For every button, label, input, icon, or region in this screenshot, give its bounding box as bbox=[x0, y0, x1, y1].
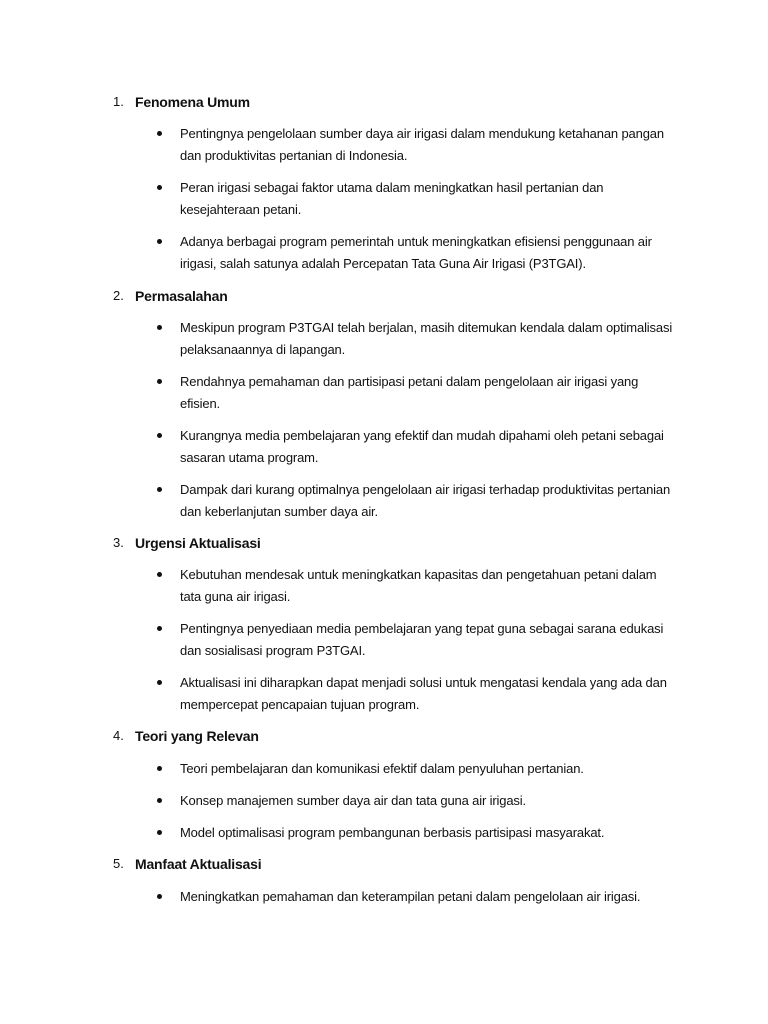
section-number: 3. bbox=[113, 535, 124, 550]
section-title: Fenomena Umum bbox=[135, 94, 250, 110]
section-number: 5. bbox=[113, 856, 124, 871]
bullet-icon bbox=[157, 433, 162, 438]
list-item-text: Model optimalisasi program pembangunan berbasis partisipasi masyarakat. bbox=[180, 825, 605, 840]
section-number: 2. bbox=[113, 288, 124, 303]
bullet-icon bbox=[157, 239, 162, 244]
list-item-text: Pentingnya pengelolaan sumber daya air irigasi dalam mendukung ketahanan pangan dan produktivitas pertanian di Indonesia. bbox=[180, 126, 664, 163]
list-item-text: Pentingnya penyediaan media pembelajaran yang tepat guna sebagai sarana edukasi dan sosialisasi program P3TGAI. bbox=[180, 621, 664, 658]
list-item-text: Aktualisasi ini diharapkan dapat menjadi solusi untuk mengatasi kendala yang ada dan mempercepat pencapaian tujuan program. bbox=[180, 675, 667, 712]
bullet-icon bbox=[157, 894, 162, 899]
list-item-text: Kebutuhan mendesak untuk meningkatkan kapasitas dan pengetahuan petani dalam tata guna air irigasi. bbox=[180, 567, 657, 604]
list-item-text: Rendahnya pemahaman dan partisipasi petani dalam pengelolaan air irigasi yang efisien. bbox=[180, 374, 639, 411]
list-item-text: Teori pembelajaran dan komunikasi efektif dalam penyuluhan pertanian. bbox=[180, 761, 584, 776]
bullet-icon bbox=[157, 798, 162, 803]
section-number: 1. bbox=[113, 94, 124, 109]
bullet-icon bbox=[157, 185, 162, 190]
section-number: 4. bbox=[113, 728, 124, 743]
bullet-icon bbox=[157, 830, 162, 835]
bullet-icon bbox=[157, 487, 162, 492]
section-title: Urgensi Aktualisasi bbox=[135, 535, 261, 551]
section-title: Manfaat Aktualisasi bbox=[135, 856, 262, 872]
list-item-text: Kurangnya media pembelajaran yang efektif dan mudah dipahami oleh petani sebagai sasaran utama program. bbox=[180, 428, 664, 465]
list-item-text: Dampak dari kurang optimalnya pengelolaan air irigasi terhadap produktivitas pertanian dan keberlanjutan sumber daya air. bbox=[180, 482, 671, 519]
bullet-icon bbox=[157, 766, 162, 771]
bullet-icon bbox=[157, 325, 162, 330]
section-title: Permasalahan bbox=[135, 288, 228, 304]
section-title: Teori yang Relevan bbox=[135, 728, 259, 744]
bullet-icon bbox=[157, 680, 162, 685]
list-item-text: Adanya berbagai program pemerintah untuk meningkatkan efisiensi penggunaan air irigasi, salah satunya adalah Percepatan Tata Guna Air Irigasi (P3TGAI). bbox=[180, 234, 652, 271]
list-item-text: Meskipun program P3TGAI telah berjalan, masih ditemukan kendala dalam optimalisasi pelaksanaannya di lapangan. bbox=[180, 320, 673, 357]
list-item-text: Meningkatkan pemahaman dan keterampilan petani dalam pengelolaan air irigasi. bbox=[180, 889, 641, 904]
bullet-icon bbox=[157, 379, 162, 384]
list-item-text: Peran irigasi sebagai faktor utama dalam meningkatkan hasil pertanian dan kesejahteraan petani. bbox=[180, 180, 604, 217]
bullet-icon bbox=[157, 626, 162, 631]
list-item-text: Konsep manajemen sumber daya air dan tata guna air irigasi. bbox=[180, 793, 526, 808]
bullet-icon bbox=[157, 572, 162, 577]
bullet-icon bbox=[157, 131, 162, 136]
